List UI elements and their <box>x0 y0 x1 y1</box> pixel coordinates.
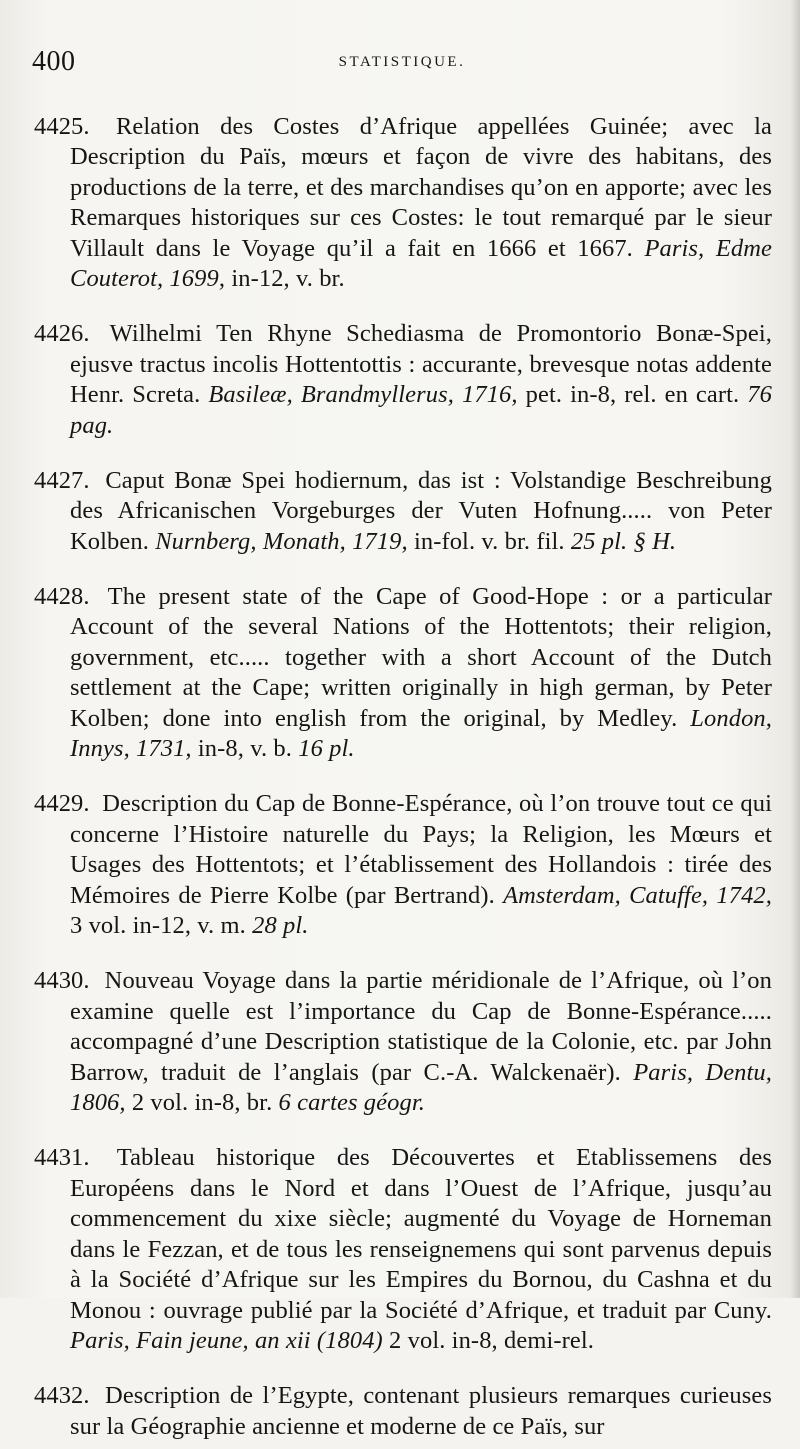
entry-number: 4430. <box>34 967 90 994</box>
entry-format: 2 vol. in-8, br. <box>131 1089 273 1116</box>
entry-plates: 28 pl. <box>252 912 309 939</box>
catalogue-entry <box>34 582 772 765</box>
catalogue-entry <box>34 1143 772 1357</box>
entry-title: Description du Cap de Bonne-Espérance, où l’on trouve tout ce qui concerne l’Histoire naturelle du Pays; la Religion, les Mœurs et Usages des Hottentots; et l’établissement des Hollandois : tirée des Mémoires de Pierre Kolbe (par Bertrand). <box>70 790 772 909</box>
catalogue-entry <box>34 319 772 441</box>
catalogue-entry <box>34 112 772 295</box>
running-head: STATISTIQUE. <box>338 54 466 70</box>
entry-format: 2 vol. in-8, demi-rel. <box>389 1327 595 1354</box>
entry-number: 4425. <box>34 112 90 140</box>
entry-number: 4431. <box>34 1144 90 1171</box>
catalogue-entries <box>34 87 772 1449</box>
entry-plates: 25 pl. § H. <box>570 527 677 555</box>
entry-format: 3 vol. in-12, v. m. <box>70 912 246 939</box>
entry-plates: 6 cartes géogr. <box>278 1089 425 1116</box>
entry-imprint: London, Innys, 1731, <box>70 704 772 762</box>
entry-imprint: Paris, Fain jeune, an xii (1804) <box>70 1327 383 1354</box>
entry-format: in-fol. v. br. fil. <box>413 527 565 555</box>
entry-imprint: Nurnberg, Monath, 1719, <box>155 527 408 555</box>
entry-format: pet. in-8, rel. en cart. <box>525 381 740 408</box>
entry-title: Wilhelmi Ten Rhyne Schediasma de Promontorio Bonæ-Spei, ejusve tractus incolis Hottentottis : accurante, brevesque notas addente Henr. Screta. <box>70 320 772 408</box>
catalogue-entry <box>34 966 772 1119</box>
entry-imprint: Paris, Edme Couterot, 1699, <box>70 234 773 292</box>
entry-title: Relation des Costes d’Afrique appellées Guinée; avec la Description du Païs, mœurs et façon de vivre des habitans, des productions de la terre, et des marchandises qu’on en apporte; avec les Remarques historiques sur ces Costes: le tout remarqué par le sieur Villault dans le Voyage qu’il a fait en 1666 et 1667. <box>70 112 772 262</box>
entry-imprint: Amsterdam, Catuffe, 1742, <box>503 881 772 909</box>
scan-shadow-edge <box>790 0 800 1298</box>
entry-imprint: Basileæ, Brandmyllerus, 1716, <box>208 381 518 408</box>
entry-title: The present state of the Cape of Good-Hope : or a particular Account of the several Nations of the Hottentots; their religion, government, etc..... together with a short Account of the Dutch settlement at the Cape; written originally in high german, by Peter Kolben; done into english from the original, by Medley. <box>70 582 772 732</box>
entry-plates: 16 pl. <box>298 735 355 762</box>
catalogue-entry <box>34 466 772 558</box>
entry-number: 4427. <box>34 466 90 494</box>
entry-format: in-12, v. br. <box>231 265 345 292</box>
entry-title: Tableau historique des Découvertes et Etablissemens des Européens dans le Nord et dans l’Ouest de l’Afrique, jusqu’au commencement du xixe siècle; augmenté du Voyage de Horneman dans le Fezzan, et de tous les renseignemens qui sont parvenus depuis à la Société d’Afrique sur les Empires du Bornou, du Cashna et du Monou : ouvrage publié par la Société d’Afrique, et traduit par Cuny. <box>70 1144 772 1324</box>
entry-plates: 76 pag. <box>70 381 772 439</box>
page-header <box>32 46 772 80</box>
catalogue-entry <box>34 1381 772 1442</box>
entry-format: in-8, v. b. <box>197 735 292 762</box>
catalogue-entry <box>34 789 772 942</box>
entry-number: 4432. <box>34 1382 90 1409</box>
entry-title: Nouveau Voyage dans la partie méridionale de l’Afrique, où l’on examine quelle est l’importance du Cap de Bonne-Espérance..... accompagné d’une Description statistique de la Colonie, etc. par John Barrow, traduit de l’anglais (par C.-A. Walckenaër). <box>70 967 772 1086</box>
entry-title: Description de l’Egypte, contenant plusieurs remarques curieuses sur la Géographie ancienne et moderne de ce Païs, sur <box>70 1382 772 1440</box>
entry-number: 4426. <box>34 320 90 347</box>
entry-imprint: Paris, Dentu, 1806, <box>70 1058 772 1116</box>
entry-number: 4428. <box>34 582 90 610</box>
entry-title: Caput Bonæ Spei hodiernum, das ist : Volstandige Beschreibung des Africanischen Vorgeburges der Vuten Hofnung..... von Peter Kolben. <box>70 466 772 555</box>
page-number: 400 <box>32 46 76 77</box>
entry-number: 4429. <box>34 790 90 817</box>
